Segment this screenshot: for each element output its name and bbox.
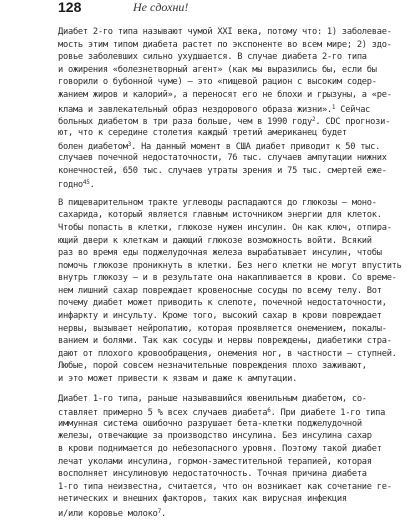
line-text: . На данный момент в США диабет приводит к 50 тыс. [131,142,381,153]
line-text: . [89,180,95,191]
text-line: ванием и болями. Так как сосуды и нервы повреждены, диабетики стра- [58,336,392,347]
text-line: Диабет 2-го типа называют чумой XXI века, потому что: 1) заболевае- [58,27,392,37]
footnote-marker: 5 [86,179,90,187]
line-text: . [160,508,166,519]
text-line: железы, отвечающие за производство инсулина. Без инсулина сахар [58,431,372,442]
text-line: ровье заболевших сильно ухудшается. В случае диабета 2-го типа [58,52,367,63]
line-text: и/или коровье молоко [58,508,158,519]
text-line: случаев почечной недостаточности, 76 тыс. случаев ампутации нижних [58,152,387,163]
line-text: Сейчас [335,104,371,115]
line-text: . При диабете 1-го типа [270,408,386,419]
body-text [58,26,420,519]
text-line: В пищеварительном тракте углеводы распадаются до глюкозы — моно- [58,197,377,208]
text-line: почему диабет может приводить к слепоте, почечной недостаточности, [58,298,387,309]
text-line [58,177,420,190]
line-text: годно [58,180,83,191]
line-text: . CDC прогнози- [315,117,391,128]
text-line: ют, что к середине столетия каждый третий американец будет [58,127,347,138]
page-header [58,0,420,14]
text-line: в крови поднимается до небезопасного уровня. Поэтому такой диабет [58,444,382,454]
footnote-marker: 2 [312,116,316,124]
text-line: и ожирения «болезнетворный агент» (как мы выразились бы, если бы [58,64,377,75]
footnote-marker: 6 [267,407,271,415]
text-line: и это может привести к язвам и даже к ампутации. [58,374,298,385]
text-line: внутрь глюкозу — и в результате она накапливается в крови. Со време- [58,273,397,284]
footnote-marker: 4 [82,179,87,187]
page-number: 128 [58,0,82,15]
footnote-marker: 1 [331,103,336,111]
text-line: восполняет инсулиновую недостаточность. Точная причина диабета [58,469,367,480]
text-line: жанием жиров и калорий», а переносят его не блохи и грызуны, а «ре- [58,89,392,100]
text-line: иммунная система ошибочно разрушает бета-клетки поджелудочной [58,418,362,429]
paragraph-diabetes-type-2 [58,26,420,190]
text-line: Диабет 1-го типа, раньше называвшийся ювенильным диабетом, со- [58,393,367,404]
footnote-marker: 3 [127,141,132,149]
line-text: клама и завлекательный образ нездорового образа жизни». [58,104,332,115]
text-line [58,405,420,418]
line-text: болен диабетом [58,142,128,153]
running-title: Не сдохни! [133,0,189,14]
text-line: мость этим типом диабета растет по экспоненте во всем мире; 2) здо- [58,39,392,50]
text-line: нем лишний сахар повреждает кровеносные сосуды по всему телу. Вот [58,285,382,296]
text-line: инфаркту и инсульту. Кроме того, высокий сахар в крови повреждает [58,311,382,322]
footnote-marker: 7 [157,507,161,515]
paragraph-diabetes-type-1 [58,393,420,519]
line-text: больных диабетом в три раза больше, чем в 1990 году [58,117,312,128]
text-line: сахарида, который является главным источником энергии для клеток. [58,210,382,221]
text-line: 1-го типа неизвестна, считается, что он возникает как сочетание ге- [58,481,392,492]
text-line: лечат уколами инсулина, гормон-заместительной терапией, которая [58,456,372,467]
text-line [58,139,420,152]
text-line: раз во время еды поджелудочная железа вырабатывает инсулин, чтобы [58,248,382,259]
text-line [58,102,420,115]
text-line: дают от плохого кровообращения, онемения ног, в частности — ступней. [58,348,397,359]
text-line: ющий двери к клеткам и дающий глюкозе возможность войти. Всякий [58,235,372,246]
text-line: Любые, порой совсем незначительные повреждения плохо заживают, [58,361,367,372]
line-text: ставляет примерно 5 % всех случаев диабета [58,408,268,419]
text-line: конечностей, 650 тыс. случаев утраты зрения и 75 тыс. смертей еже- [58,165,387,176]
text-line [58,114,420,127]
text-line: говорили о бубонной чуме) — это «пищевой рацион с высоким содер- [58,77,377,88]
text-line: помочь глюкозе проникнуть в клетки. Без него клетки не могут впустить [58,260,402,271]
text-line: Чтобы попасть в клетки, глюкозе нужен инсулин. Он как ключ, отпира- [58,222,392,233]
text-line: нервы, вызывает нейропатию, которая проявляется онемением, покалы- [58,323,387,334]
paragraph-glucose-insulin [58,197,420,386]
text-line: нетических и внешних факторов, таких как вирусная инфекция [58,494,347,505]
text-line [58,506,420,519]
